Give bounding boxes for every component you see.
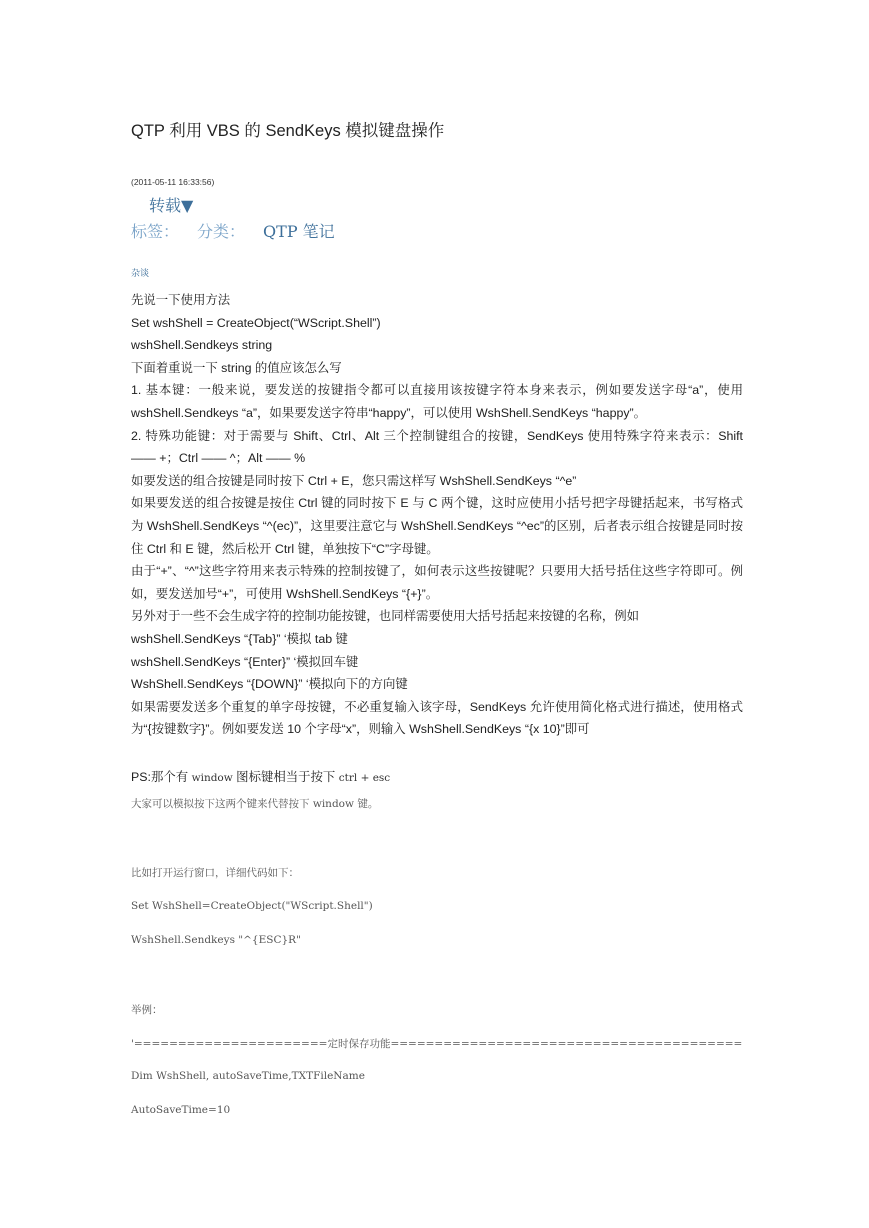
body-line: 先说一下使用方法	[131, 293, 231, 307]
body-line: Set wshShell = CreateObject(“WScript.Shell”)	[131, 315, 381, 330]
body-line: 如要发送的组合按键是同时按下 Ctrl + E，您只需这样写 WshShell.SendKeys “^e”	[131, 473, 577, 488]
tag-bar	[131, 219, 335, 242]
code-line: '======================定时保存功能========================================	[131, 1038, 743, 1050]
body-line: 下面着重说一下 string 的值应该怎么写	[131, 360, 342, 375]
ps-mid: 图标键相当于按下	[232, 770, 339, 784]
body-line: wshShell.SendKeys “{Enter}” ‘模拟回车键	[131, 654, 359, 669]
ps-prefix: PS:那个有	[131, 770, 192, 784]
code-line: Dim WshShell, autoSaveTime,TXTFileName	[131, 1070, 365, 1082]
code-line: 举例：	[131, 1004, 163, 1016]
category-label: 分类：	[197, 222, 246, 241]
body-paragraph: 1. 基本键：一般来说，要发送的按键指令都可以直接用该按键字符本身来表示，例如要发送字母“a”，使用 wshShell.Sendkeys “a”，如果要发送字符串“happy”，可以使用 WshShell.SendKeys “happy”。	[131, 383, 743, 420]
article-body	[131, 289, 743, 741]
code-line: 大家可以模拟按下这两个键来代替按下 window 键。	[131, 798, 379, 810]
body-line: wshShell.SendKeys “{Tab}” ‘模拟 tab 键	[131, 631, 348, 646]
code-line: AutoSaveTime=10	[131, 1104, 231, 1116]
body-line: wshShell.Sendkeys string	[131, 338, 273, 353]
ps-note	[131, 767, 390, 785]
post-date: (2011-05-11 16:33:56)	[131, 177, 215, 187]
body-paragraph: 由于“+”、“^”这些字符用来表示特殊的控制按键了，如何表示这些按键呢？只要用大括号括住这些字符即可。例如，要发送加号“+”，可使用 WshShell.SendKeys “{+}”。	[131, 564, 743, 601]
body-line: WshShell.SendKeys “{DOWN}” ‘模拟向下的方向键	[131, 677, 408, 692]
code-line: WshShell.Sendkeys "^{ESC}R"	[131, 934, 301, 946]
subcategory: 杂谈	[131, 269, 150, 279]
category-link[interactable]: QTP 笔记	[263, 222, 335, 241]
body-paragraph: 2. 特殊功能键：对于需要与 Shift、Ctrl、Alt 三个控制键组合的按键，SendKeys 使用特殊字符来表示：Shift —— +；Ctrl —— ^；Alt —— %	[131, 428, 743, 466]
article-title: QTP 利用 VBS 的 SendKeys 模拟键盘操作	[131, 122, 445, 140]
body-paragraph: 如果要发送的组合按键是按住 Ctrl 键的同时按下 E 与 C 两个键，这时应使用小括号把字母键括起来，书写格式为 WshShell.SendKeys “^(ec)”，这里要注意它与 WshShell.SendKeys “^ec”的区别，后者表示组合按键是同时按住 Ctrl 和 E 键，然后松开 Ctrl 键，单独按下“C”字母键。	[131, 496, 743, 556]
code-line: 比如打开运行窗口，详细代码如下：	[131, 867, 299, 879]
body-line: 另外对于一些不会生成字符的控制功能按键，也同样需要使用大括号括起来按键的名称，例如	[131, 609, 640, 624]
ps-keys: ctrl + esc	[338, 772, 391, 784]
repost-dropdown[interactable]: 转载▼	[149, 196, 194, 215]
body-paragraph: 如果需要发送多个重复的单字母按键，不必重复输入该字母，SendKeys 允许使用简化格式进行描述，使用格式为“{按键数字}”。例如要发送 10 个字母“x”，则输入 WshShell.SendKeys “{x 10}”即可	[131, 699, 743, 737]
tags-label: 标签：	[131, 222, 180, 241]
code-line: Set WshShell=CreateObject("WScript.Shell")	[131, 900, 373, 912]
ps-window-word: window	[191, 772, 233, 784]
